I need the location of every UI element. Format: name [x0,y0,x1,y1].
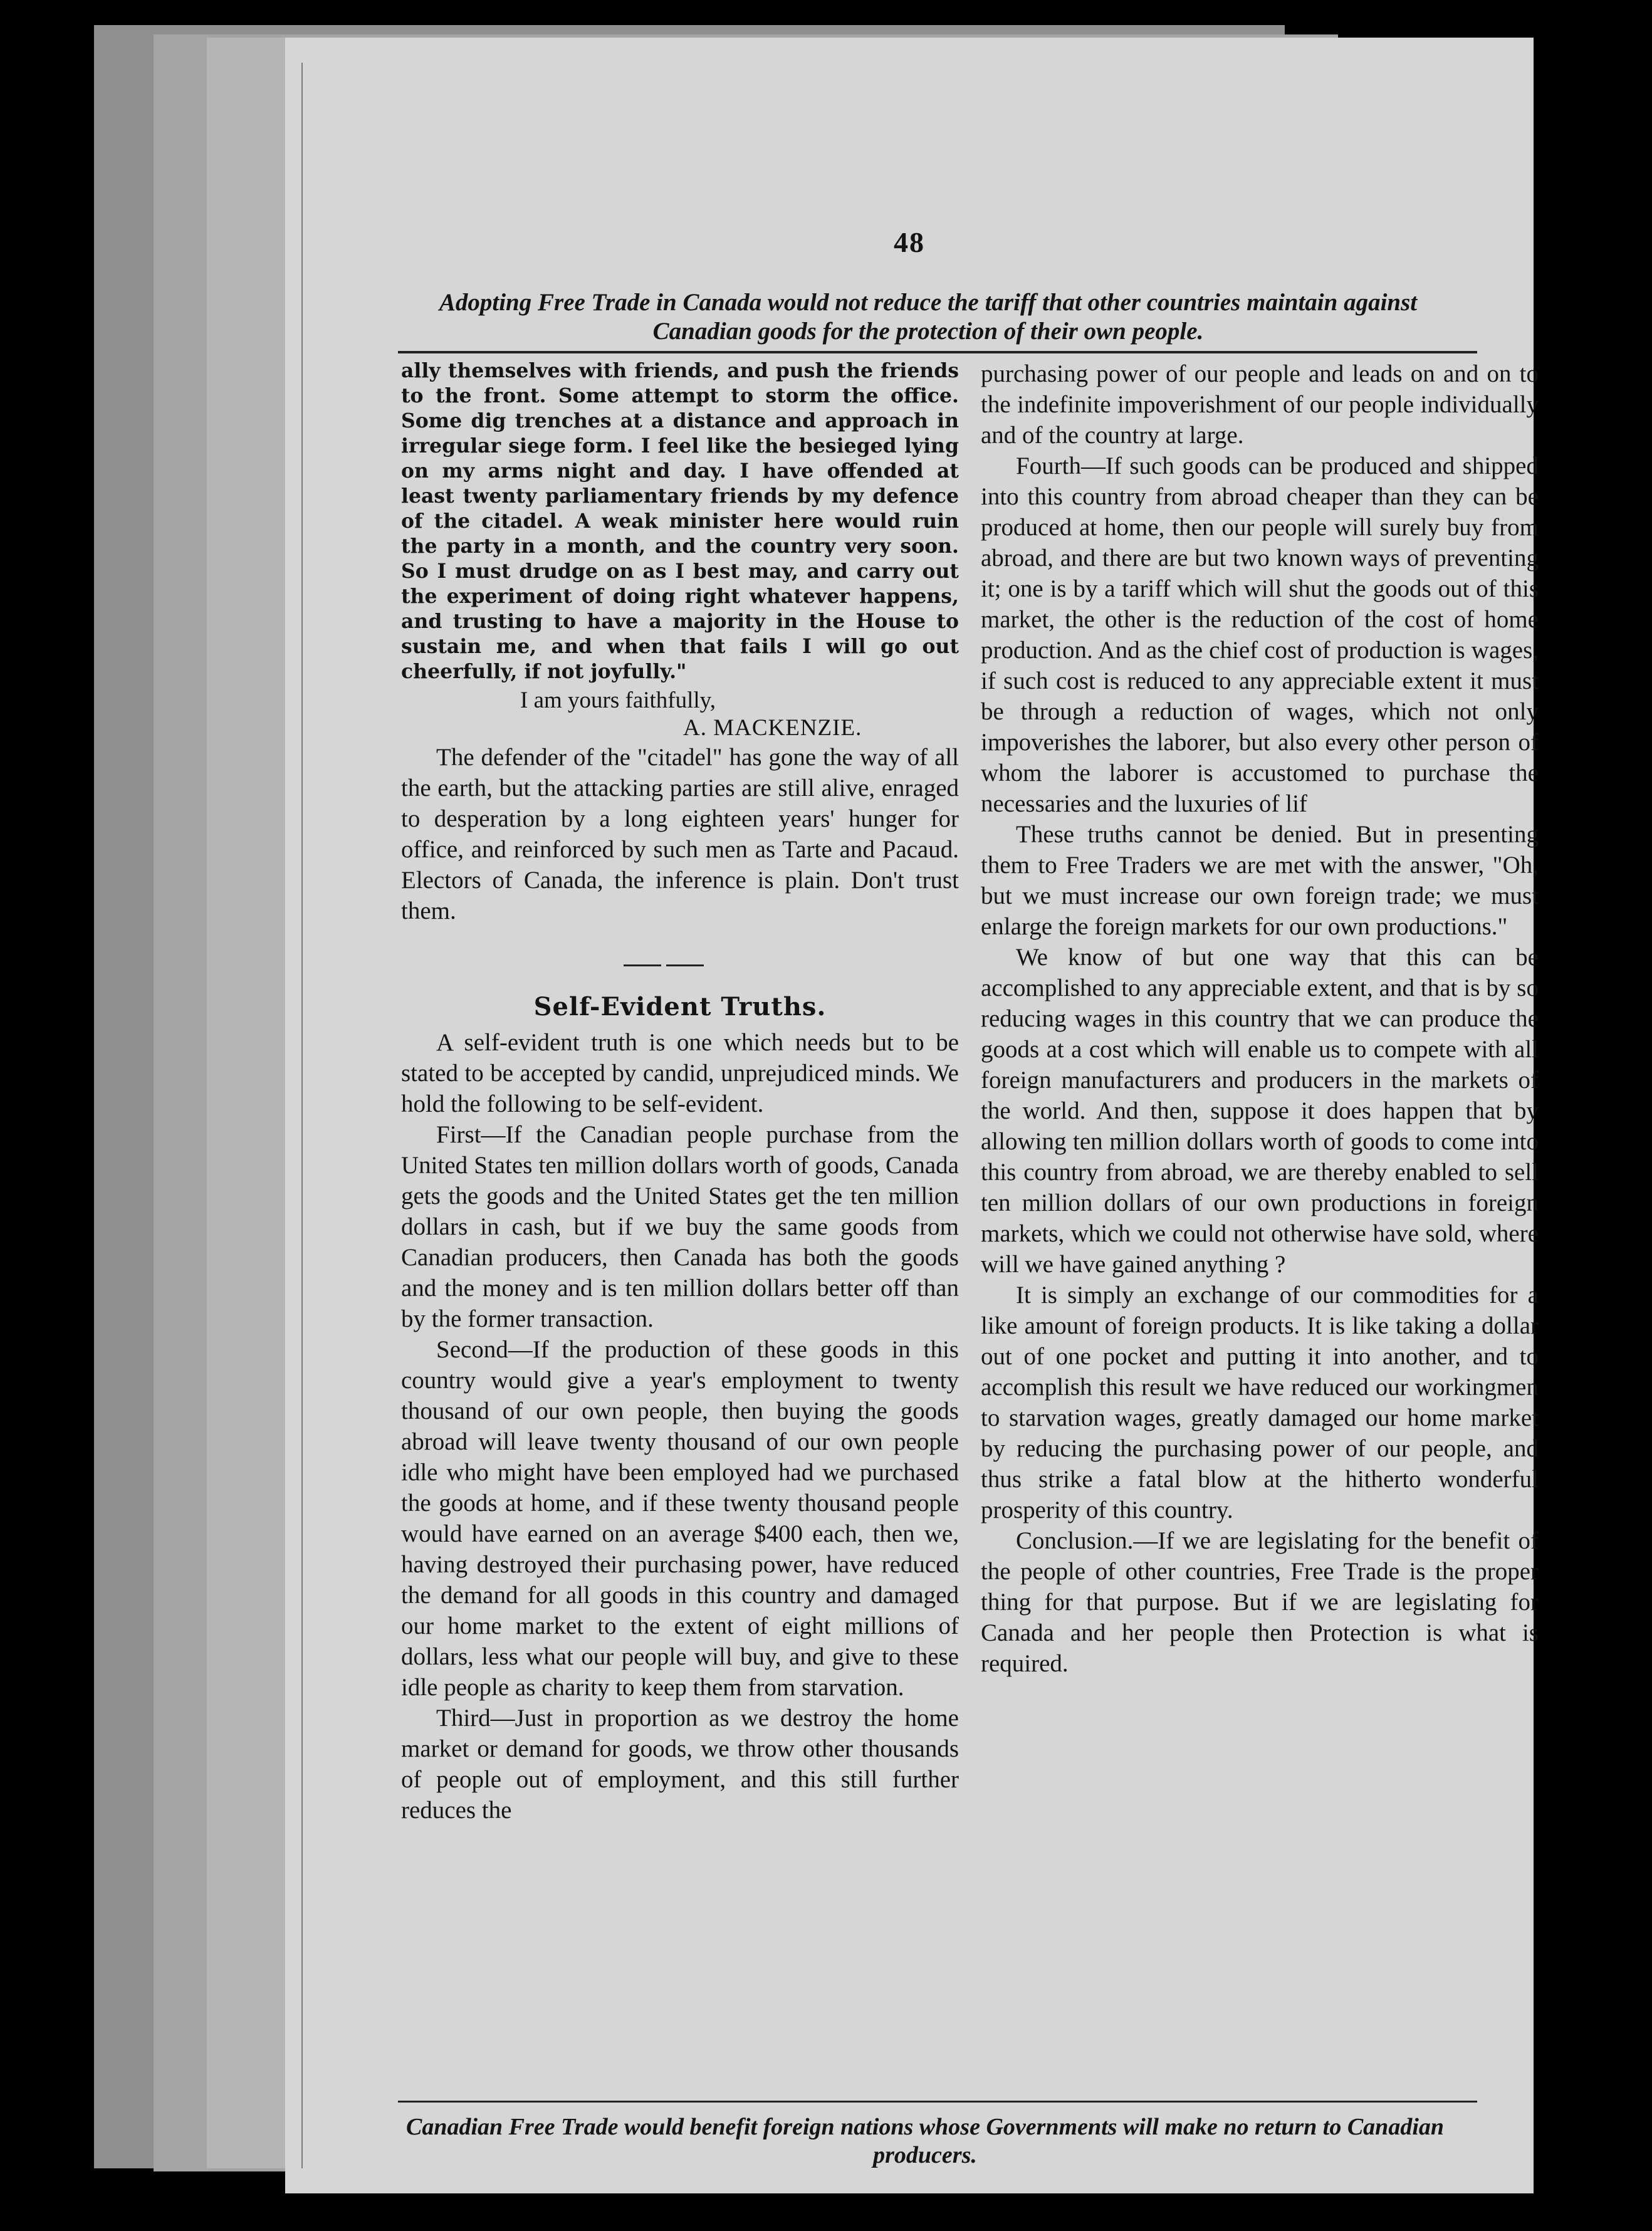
document-page [285,38,1539,2193]
third-truth-paragraph: Third—Just in proportion as we destroy the home market or demand for goods, we throw other thousands of people out of employment, and this still further reduces the [401,1705,959,1824]
letter-excerpt: ally themselves with friends, and push the friends to the front. Some attempt to storm the office. Some dig trenches at a distance and approach in irregular siege form. I feel like the besieged lying on my arms night and day. I have offended at least twenty parliamentary friends by my defence of the citadel. A weak minister here would ruin the party in a month, and the country very soon. So I must drudge on as I best may, and carry out the experiment of doing right whatever happens, and trusting to have a majority in the House to sustain me, and when that fails I will go out cheerfully, if not joyfully." [401,359,959,683]
footer-divider [398,2101,1477,2103]
left-column [401,358,959,1826]
continuation-paragraph: purchasing power of our people and leads on and on to the indefinite impoverishment of our people individually and of the country at large. [981,360,1539,449]
one-way-paragraph: We know of but one way that this can be accomplished to any appreciable extent, and that is by so reducing wages in this country that we can produce the goods at a cost which will enable us to compete with all foreign manufacturers and producers in the markets of the world. And then, suppose it does happen that by allowing ten million dollars worth of goods to come into this country from abroad, we are thereby enabled to sell ten million dollars of our own productions in foreign markets, which we could not otherwise have sold, where will we have gained anything ? [981,944,1539,1278]
footer-motto: Canadian Free Trade would benefit foreign nations whose Governments will make no return to Canadian producers. [405,2114,1445,2168]
section-heading: Self-Evident Truths. [533,992,827,1021]
section-divider [624,948,959,978]
conclusion-paragraph: Conclusion.—If we are legislating for the benefit of the people of other countries, Free Trade is the proper thing for that purpose. But if we are legislating for Canada and her people then Protection is what is required. [981,1527,1539,1677]
first-truth-paragraph: First—If the Canadian people purchase from the United States ten million dollars worth of goods, Canada gets the goods and the United States get the ten million dollars in cash, but if we buy the same goods from Canadian producers, then Canada has both the goods and the money and is ten million dollars better off than by the former transaction. [401,1121,959,1332]
defender-paragraph: The defender of the "citadel" has gone the way of all the earth, but the attacking parties are still alive, enraged to desperation by a long eighteen years' hunger for office, and reinforced by such men as Tarte and Pacaud. Electors of Canada, the inference is plain. Don't trust them. [401,744,959,924]
page-number: 48 [894,226,925,258]
exchange-paragraph: It is simply an exchange of our commodities for a like amount of foreign products. It is like taking a dollar out of one pocket and putting it into another, and to accomplish this result we have reduced our workingmen to starvation wages, greatly damaged our home market by reducing the purchasing power of our people, and thus strike a fatal blow at the hitherto wonderful prosperity of this country. [981,1282,1539,1523]
letter-signoff: I am yours faithfully, [520,687,716,713]
truths-paragraph: These truths cannot be denied. But in presenting them to Free Traders we are met with the answer, "Oh, but we must increase our own foreign trade; we must enlarge the foreign markets for our own productions." [981,821,1539,940]
right-column [981,358,1539,1679]
letter-signature: A. MACKENZIE. [683,715,862,741]
intro-paragraph: A self-evident truth is one which needs but to be stated to be accepted by candid, unprejudiced minds. We hold the following to be self-evident. [401,1029,959,1117]
second-truth-paragraph: Second—If the production of these goods in this country would give a year's employment to twenty thousand of our own people, then buying the goods abroad will leave twenty thousand of our own people idle who might have been employed had we purchased the goods at home, and if these twenty thousand people would have earned on an average $400 each, then we, having destroyed their purchasing power, have reduced the demand for all goods in this country and damaged our home market to the extent of eight millions of dollars, less what our people will buy, and give to these idle people as charity to keep them from starvation. [401,1336,959,1701]
header-divider [398,351,1477,353]
fourth-truth-paragraph: Fourth—If such goods can be produced and shipped into this country from abroad cheaper than they can be produced at home, then our people will surely buy from abroad, and there are but two known ways of preventing it; one is by a tariff which will shut the goods out of this market, the other is the reduction of the cost of home production. And as the chief cost of production is wages, if such cost is reduced to any appreciable extent it must be through a reduction of wages, which not only impoverishes the laborer, but also every other person of whom the laborer is accustomed to purchase the necessaries and the luxuries of lif [981,452,1539,817]
header-motto: Adopting Free Trade in Canada would not reduce the tariff that other countries maintain against Canadian goods for the protection of their own people. [439,289,1418,345]
binding-edge-line [301,63,303,2168]
